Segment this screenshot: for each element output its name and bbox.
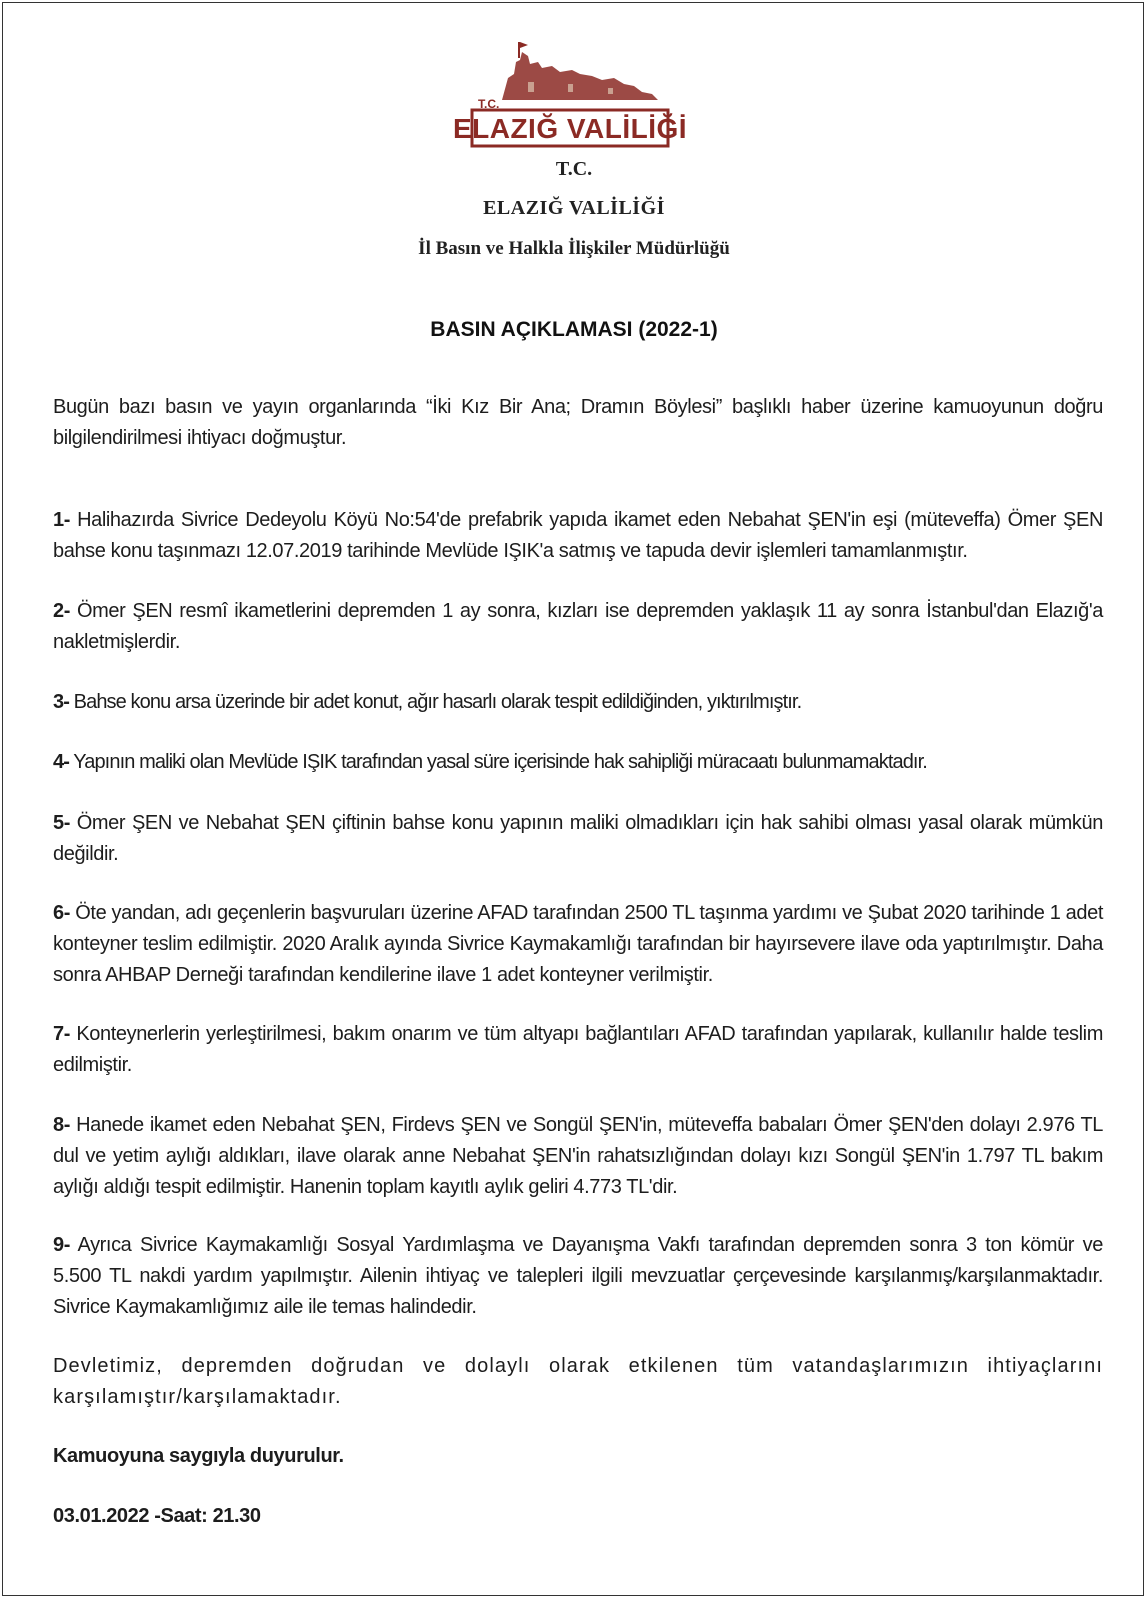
header-department: İl Basın ve Halkla İlişkiler Müdürlüğü — [418, 238, 730, 259]
item-text: Bahse konu arsa üzerinde bir adet konut, ağır hasarlı olarak tespit edildiğinden, yıktırılmıştır. — [73, 691, 802, 713]
item-number: 9- — [53, 1234, 70, 1256]
item-number: 8- — [53, 1114, 70, 1136]
item-number: 7- — [53, 1023, 70, 1045]
list-item — [53, 596, 1103, 658]
document-title: BASIN AÇIKLAMASI (2022-1) — [430, 318, 718, 341]
list-item — [53, 808, 1103, 870]
logo-name-text: ELAZIĞ VALİLİĞİ — [452, 113, 688, 144]
item-text: Ömer ŞEN resmî ikametlerini depremden 1 ay sonra, kızları ise depremden yaklaşık 11 ay sonra İstanbul'dan Elazığ'a nakletmişlerdir. — [53, 600, 1103, 653]
header-tc: T.C. — [555, 158, 593, 180]
elazig-valiligi-logo — [452, 38, 688, 148]
closing-paragraph: Devletimiz, depremden doğrudan ve dolaylı olarak etkilenen tüm vatandaşlarımızın ihtiyaçlarını karşılamıştır/karşılamaktadır. — [53, 1355, 1103, 1408]
list-item — [53, 505, 1103, 567]
item-number: 3- — [53, 691, 69, 713]
item-number: 6- — [53, 902, 70, 924]
list-item — [53, 1110, 1103, 1203]
item-text: Yapının maliki olan Mevlüde IŞIK tarafından yasal süre içerisinde hak sahipliği müracaatı bulunmamaktadır. — [73, 751, 927, 773]
item-text: Ayrıca Sivrice Kaymakamlığı Sosyal Yardımlaşma ve Dayanışma Vakfı tarafından depremden sonra 3 ton kömür ve 5.500 TL nakdi yardım yapılmıştır. Ailenin ihtiyaç ve talepleri ilgili mevzuatlar çerçevesinde karşılanmış/karşılanmaktadır. Sivrice Kaymakamlığımız aile ile temas halindedir. — [53, 1234, 1103, 1318]
item-text: Halihazırda Sivrice Dedeyolu Köyü No:54'de prefabrik yapıda ikamet eden Nebahat ŞEN'in eşi (müteveffa) Ömer ŞEN bahse konu taşınmazı 12.07.2019 tarihinde Mevlüde IŞIK'a satmış ve tapuda devir işlemleri tamamlanmıştır. — [53, 509, 1103, 562]
item-number: 2- — [53, 600, 70, 622]
list-item — [53, 687, 1103, 718]
item-text: Ömer ŞEN ve Nebahat ŞEN çiftinin bahse konu yapının maliki olmadıkları için hak sahibi olması yasal olarak mümkün değildir. — [53, 812, 1103, 865]
item-number: 5- — [53, 812, 70, 834]
list-item — [53, 898, 1103, 991]
item-number: 1- — [53, 509, 70, 531]
list-item — [53, 1019, 1103, 1081]
list-item — [53, 1230, 1103, 1323]
logo-tc-text: T.C. — [478, 97, 500, 111]
item-text: Öte yandan, adı geçenlerin başvuruları üzerine AFAD tarafından 2500 TL taşınma yardımı ve Şubat 2020 tarihinde 1 adet konteyner teslim edilmiştir. 2020 Aralık ayında Sivrice Kaymakamlığı tarafından bir hayırsevere ilave oda yaptırılmıştır. Daha sonra AHBAP Derneği tarafından kendilerine ilave 1 adet konteyner verilmiştir. — [53, 902, 1103, 986]
item-text: Konteynerlerin yerleştirilmesi, bakım onarım ve tüm altyapı bağlantıları AFAD tarafından yapılarak, kullanılır halde teslim edilmiştir. — [53, 1023, 1103, 1076]
list-item — [53, 747, 1103, 778]
item-text: Hanede ikamet eden Nebahat ŞEN, Firdevs ŞEN ve Songül ŞEN'in, müteveffa babaları Ömer ŞEN'den dolayı 2.976 TL dul ve yetim aylığı aldıkları, ilave olarak anne Nebahat ŞEN'in rahatsızlığından dolayı kızı Songül ŞEN'in 1.797 TL bakım aylığı aldığı tespit edilmiştir. Hanenin toplam kayıtlı aylık geliri 4.773 TL'dir. — [53, 1114, 1103, 1198]
intro-paragraph: Bugün bazı basın ve yayın organlarında “İki Kız Bir Ana; Dramın Böylesi” başlıklı haber üzerine kamuoyunun doğru bilgilendirilmesi ihtiyacı doğmuştur. — [53, 396, 1103, 449]
item-number: 4- — [53, 751, 69, 773]
header-valilik: ELAZIĞ VALİLİĞİ — [483, 197, 665, 219]
date-time: 03.01.2022 -Saat: 21.30 — [53, 1505, 261, 1527]
announcement: Kamuoyuna saygıyla duyurulur. — [53, 1445, 344, 1467]
